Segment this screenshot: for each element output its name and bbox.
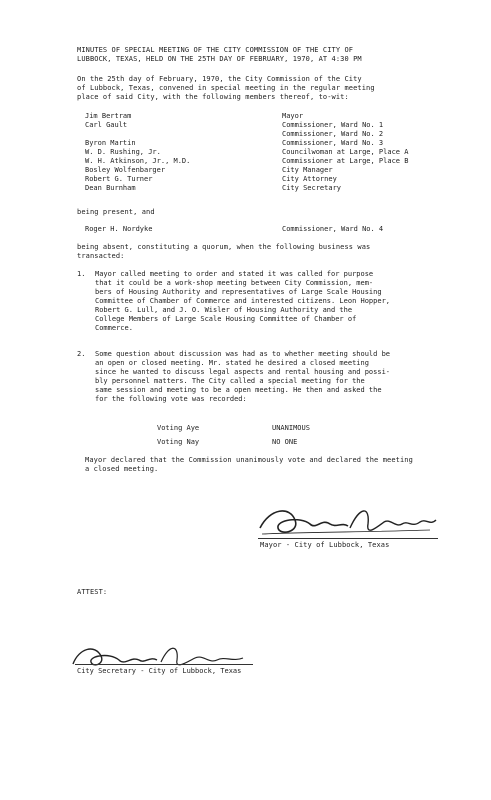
member-name: Robert G. Turner xyxy=(85,175,153,183)
member-name: W. H. Atkinson, Jr., M.D. xyxy=(85,157,191,165)
absent-member-name: Roger H. Nordyke xyxy=(85,225,153,233)
absent-member-title: Commissioner, Ward No. 4 xyxy=(282,225,384,233)
attest-label: ATTEST: xyxy=(77,588,108,596)
declaration-paragraph: Mayor declared that the Commission unanimously vote and declared the meeting a closed meeting. xyxy=(85,456,413,473)
item-number: 1. xyxy=(77,270,86,278)
member-name: W. D. Rushing, Jr. xyxy=(85,148,161,156)
member-name: Carl Gault xyxy=(85,121,128,129)
item-number: 2. xyxy=(77,350,86,358)
being-absent-text: being absent, constituting a quorum, when the following business was transacted: xyxy=(77,243,371,260)
secretary-label: City Secretary - City of Lubbock, Texas xyxy=(77,667,242,675)
being-present-text: being present, and xyxy=(77,208,155,216)
member-title: Councilwoman at Large, Place A xyxy=(282,148,409,156)
vote-row xyxy=(157,438,298,447)
minutes-header: MINUTES OF SPECIAL MEETING OF THE CITY COMMISSION OF THE CITY OF LUBBOCK, TEXAS, HELD ON THE 25TH DAY OF FEBRUARY, 1970, AT 4:30 PM xyxy=(77,46,362,63)
member-title: City Secretary xyxy=(282,184,342,192)
item-text: Mayor called meeting to order and stated it was called for purpose that it could be a work-shop meeting between City Commission, mem- bers of Housing Authority and representatives of Large Scale Housing Committee of Chamber of Commerce and interested citizens. Leon Hopper, Robert G. Lull, and J. O. Wisler of Housing Authority and the College Members of Large Scale Housing Committee of Chamber of Commerce. xyxy=(95,270,391,332)
mayor-label: Mayor - City of Lubbock, Texas xyxy=(260,541,390,549)
vote-label: Voting Nay xyxy=(157,438,200,446)
vote-result: UNANIMOUS xyxy=(272,424,310,432)
member-title: City Attorney xyxy=(282,175,337,183)
member-title: Mayor xyxy=(282,112,304,120)
secretary-signature-line xyxy=(75,664,253,665)
vote-result: NO ONE xyxy=(272,438,298,446)
member-title: City Manager xyxy=(282,166,333,174)
member-title: Commissioner, Ward No. 3 xyxy=(282,139,384,147)
mayor-signature-line xyxy=(258,538,438,539)
member-name: Bosley Wolfenbarger xyxy=(85,166,166,174)
member-name: Byron Martin xyxy=(85,139,136,147)
vote-label: Voting Aye xyxy=(157,424,200,432)
member-title: Commissioner, Ward No. 2 xyxy=(282,130,384,138)
member-title: Commissioner at Large, Place B xyxy=(282,157,409,165)
vote-row xyxy=(157,424,310,433)
member-name: Dean Burnham xyxy=(85,184,136,192)
member-name: Jim Bertram xyxy=(85,112,132,120)
item-text: Some question about discussion was had as to whether meeting should be an open or closed meeting. Mr. stated he desired a closed meeting since he wanted to discuss legal aspects and rental housing and possi- bly personnel matters. The City called a special meeting for the same session and meeting to be a open meeting. He then and asked the for the following vote was recorded: xyxy=(95,350,391,403)
member-title: Commissioner, Ward No. 1 xyxy=(282,121,384,129)
intro-paragraph: On the 25th day of February, 1970, the City Commission of the City of Lubbock, Texas, convened in special meeting in the regular meeting place of said City, with the following members thereof, to-wit: xyxy=(77,75,375,101)
